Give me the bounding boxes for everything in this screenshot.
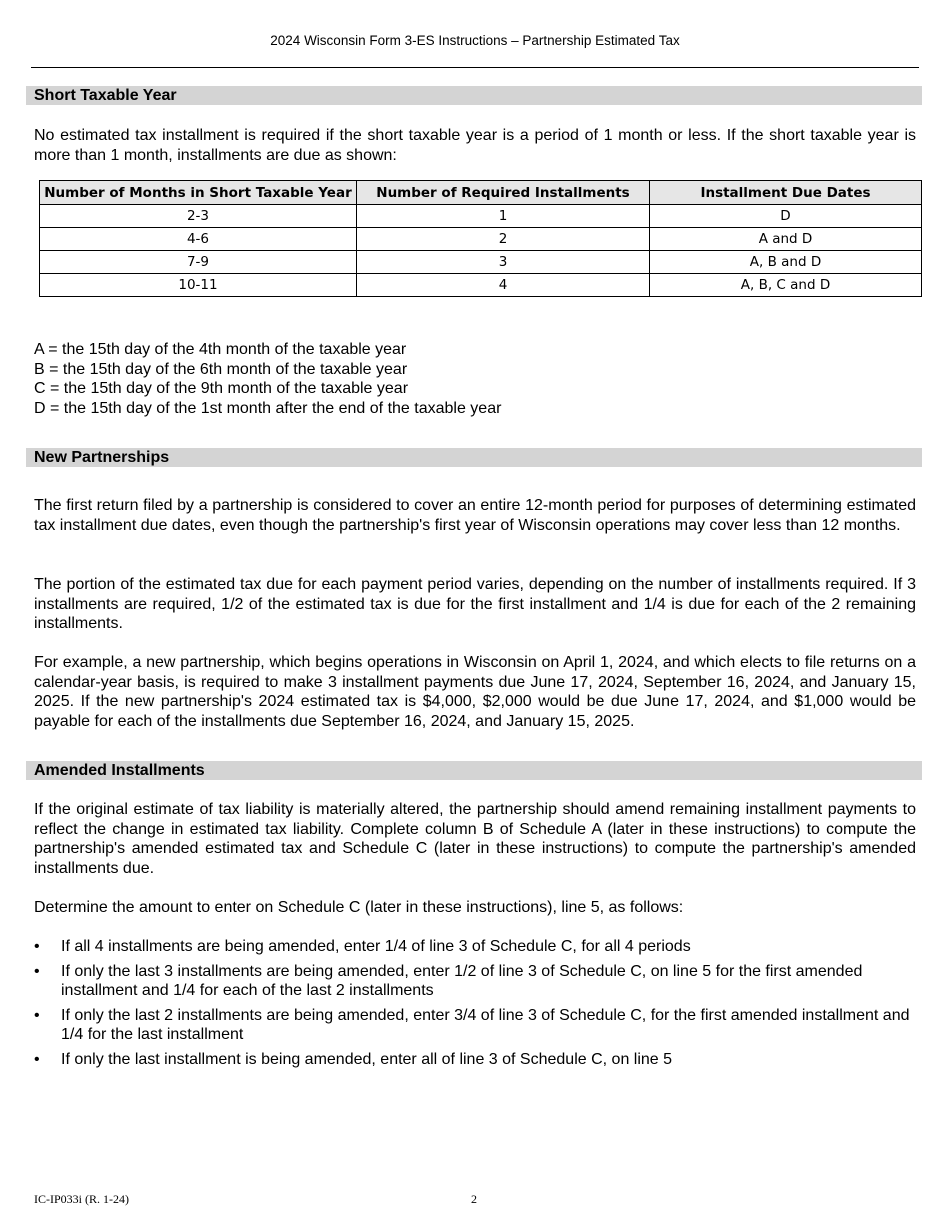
- table-cell: 2-3: [40, 205, 357, 228]
- legend-item: C = the 15th day of the 9th month of the taxable year: [34, 380, 409, 398]
- section-heading-short-taxable-year: [26, 86, 922, 105]
- table-cell: A, B, C and D: [650, 274, 922, 297]
- bullet-icon: •: [34, 1050, 40, 1068]
- list-item-text: If only the last installment is being amended, enter all of line 3 of Schedule C, on line 5: [61, 1050, 673, 1068]
- header-divider: [31, 67, 919, 68]
- new-partnerships-paragraph: For example, a new partnership, which begins operations in Wisconsin on April 1, 2024, and which elects to file returns on a calendar-year basis, is required to make 3 installment payments due June 17, 2024, September 16, 2024, and January 15, 2025. If the new partnership's 2024 estimated tax is $4,000, $2,000 would be due June 17, 2024, and $1,000 would be payable for each of the installments due September 16, 2024, and January 15, 2025.: [34, 654, 916, 730]
- list-item: [34, 1006, 916, 1045]
- footer-page-number: 2: [471, 1192, 477, 1206]
- list-item-text: If only the last 3 installments are being amended, enter 1/2 of line 3 of Schedule C, on line 5 for the first amended installment and 1/4 for each of the last 2 installments: [61, 962, 863, 1000]
- table-header-cell: Number of Months in Short Taxable Year: [40, 181, 357, 205]
- table-row: [40, 205, 922, 228]
- list-item-text: If only the last 2 installments are being amended, enter 3/4 of line 3 of Schedule C, for the first amended installment and 1/4 for the last installment: [61, 1006, 910, 1044]
- section-heading-label: New Partnerships: [34, 449, 170, 466]
- new-partnerships-paragraph: The portion of the estimated tax due for each payment period varies, depending on the number of installments required. If 3 installments are required, 1/2 of the estimated tax is due for the first installment and 1/4 is due for each of the 2 remaining installments.: [34, 576, 916, 633]
- table-header-row: [40, 181, 922, 205]
- list-item: [34, 937, 916, 957]
- table-header-cell: Installment Due Dates: [650, 181, 922, 205]
- amended-paragraph: Determine the amount to enter on Schedule C (later in these instructions), line 5, as follows:: [34, 899, 684, 916]
- list-item: [34, 1050, 916, 1070]
- section-heading-label: Short Taxable Year: [34, 87, 177, 104]
- table-cell: 1: [357, 205, 650, 228]
- installment-table: [39, 180, 922, 297]
- bullet-icon: •: [34, 938, 40, 955]
- page-header: 2024 Wisconsin Form 3-ES Instructions – Partnership Estimated Tax: [270, 33, 680, 48]
- bullet-icon: •: [34, 1006, 40, 1024]
- amended-paragraph: If the original estimate of tax liability is materially altered, the partnership should amend remaining installment payments to reflect the change in estimated tax liability. Complete column B of Schedule A (later in these instructions) to compute the partnership's amended estimated tax and Schedule C (later in these instructions) to compute the partnership's amended installments due.: [34, 801, 916, 877]
- table-cell: 2: [357, 228, 650, 251]
- list-item-text: If all 4 installments are being amended, enter 1/4 of line 3 of Schedule C, for all 4 periods: [61, 938, 691, 955]
- table-header-cell: Number of Required Installments: [357, 181, 650, 205]
- table-cell: 4: [357, 274, 650, 297]
- table-row: [40, 274, 922, 297]
- legend-item: B = the 15th day of the 6th month of the taxable year: [34, 360, 408, 378]
- bullet-icon: •: [34, 962, 40, 980]
- table-cell: D: [650, 205, 922, 228]
- legend-item: D = the 15th day of the 1st month after the end of the taxable year: [34, 399, 502, 417]
- table-row: [40, 228, 922, 251]
- footer-form-id: IC-IP033i (R. 1-24): [34, 1192, 129, 1206]
- short-year-intro: No estimated tax installment is required if the short taxable year is a period of 1 month or less. If the short taxable year is more than 1 month, installments are due as shown:: [34, 127, 916, 164]
- list-item: [34, 962, 916, 1001]
- table-cell: 7-9: [40, 251, 357, 274]
- due-date-legend: [34, 340, 501, 418]
- table-cell: A, B and D: [650, 251, 922, 274]
- section-heading-amended-installments: [26, 761, 922, 780]
- table-cell: 3: [357, 251, 650, 274]
- table-row: [40, 251, 922, 274]
- section-heading-label: Amended Installments: [34, 762, 205, 779]
- legend-item: A = the 15th day of the 4th month of the taxable year: [34, 341, 407, 358]
- table-cell: A and D: [650, 228, 922, 251]
- amended-bullet-list: [34, 937, 916, 1075]
- new-partnerships-paragraph: The first return filed by a partnership is considered to cover an entire 12-month period for purposes of determining estimated tax installment due dates, even though the partnership's first year of Wisconsin operations may cover less than 12 months.: [34, 497, 916, 534]
- table-cell: 4-6: [40, 228, 357, 251]
- section-heading-new-partnerships: [26, 448, 922, 467]
- table-cell: 10-11: [40, 274, 357, 297]
